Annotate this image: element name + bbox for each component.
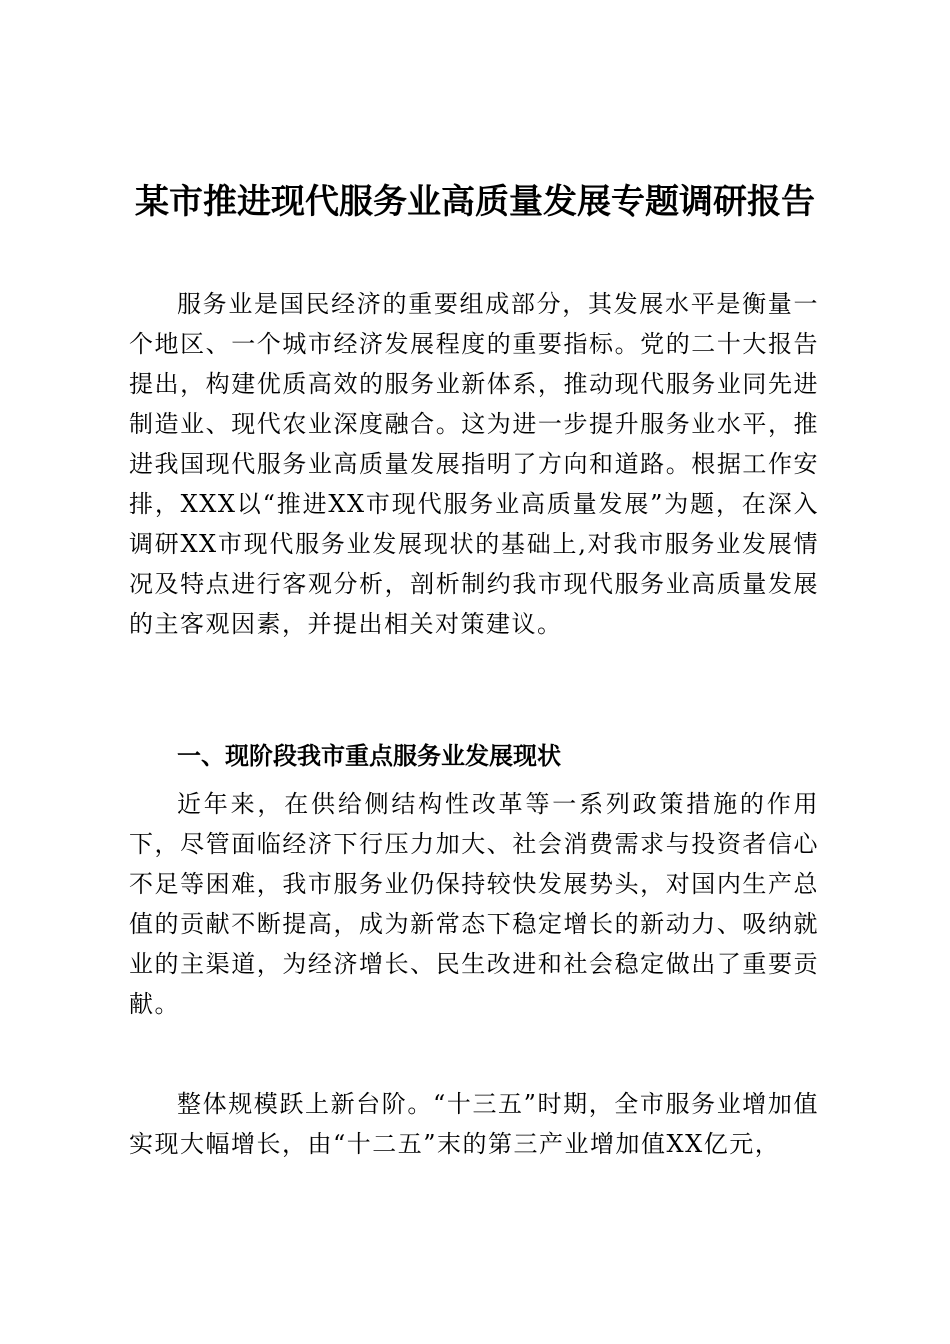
section-paragraph-2: 整体规模跃上新台阶。“十三五”时期，全市服务业增加值实现大幅增长，由“十二五”末的第三产业增加值XX亿元， [129,1090,819,1158]
intro-paragraph: 服务业是国民经济的重要组成部分，其发展水平是衡量一个地区、一个城市经济发展程度的重要指标。党的二十大报告提出，构建优质高效的服务业新体系，推动现代服务业同先进制造业、现代农业深度融合。这为进一步提升服务业水平，推进我国现代服务业高质量发展指明了方向和道路。根据工作安排，XXX以“推进XX市现代服务业高质量发展”为题，在深入调研XX市现代服务业发展现状的基础上,对我市服务业发展情况及特点进行客观分析，剖析制约我市现代服务业高质量发展的主客观因素，并提出相关对策建议。 [129,290,819,638]
section-paragraph-1: 近年来，在供给侧结构性改革等一系列政策措施的作用下，尽管面临经济下行压力加大、社会消费需求与投资者信心不足等困难，我市服务业仍保持较快发展势头，对国内生产总值的贡献不断提高，成为新常态下稳定增长的新动力、吸纳就业的主渠道，为经济增长、民生改进和社会稳定做出了重要贡献。 [129,790,819,1018]
section-heading: 一、现阶段我市重点服务业发展现状 [177,742,561,770]
document-title: 某市推进现代服务业高质量发展专题调研报告 [135,182,815,222]
